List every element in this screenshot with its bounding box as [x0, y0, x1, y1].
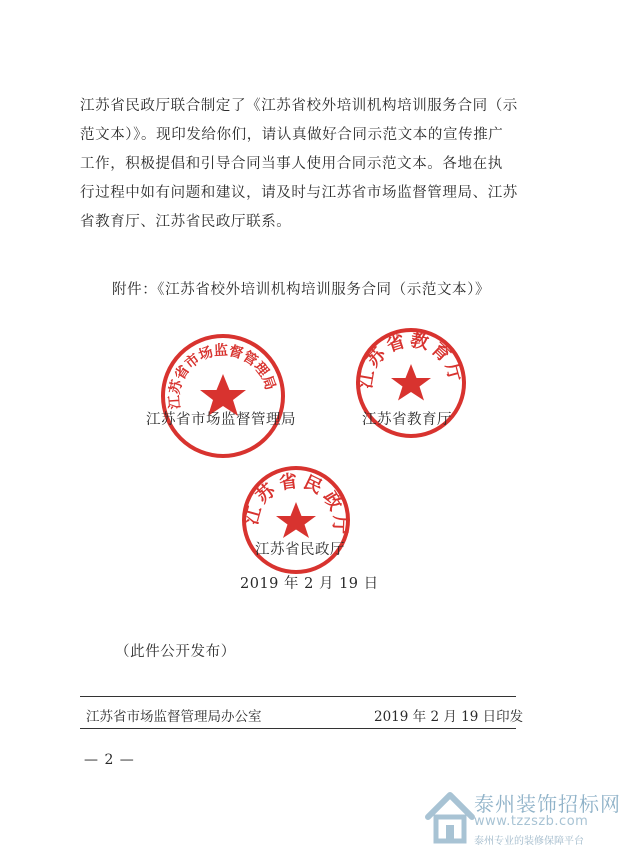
- signature-civil: 江苏省民政厅: [255, 542, 345, 558]
- civil-seal-text: 江苏省民政厅: [241, 470, 351, 539]
- watermark-url: www.tzzszb.com: [474, 814, 589, 829]
- education-seal-text: 江苏省教育厅: [355, 329, 467, 391]
- body-line: 江苏省民政厅联合制定了《江苏省校外培训机构培训服务合同（示: [80, 98, 518, 114]
- body-line: 行过程中如有问题和建议，请及时与江苏省市场监督管理局、江苏: [80, 185, 518, 201]
- signature-market: 江苏省市场监督管理局: [146, 412, 296, 428]
- body-line: 工作，积极提倡和引导合同当事人使用合同示范文本。各地在执: [80, 156, 503, 172]
- watermark-title: 泰州装饰招标网: [474, 792, 621, 816]
- watermark-slogan: 泰州专业的装修保障平台: [474, 836, 584, 847]
- house-logo-icon: [420, 783, 480, 849]
- attachment-line: 附件：《江苏省校外培训机构培训服务合同（示范文本）》: [112, 282, 491, 298]
- body-paragraph: [80, 92, 530, 237]
- footer-bottom-rule: [80, 728, 516, 729]
- footer-issue-date: 2019 年 2 月 19 日印发: [374, 709, 524, 725]
- publication-note: （此件公开发布）: [115, 644, 236, 660]
- signing-date: 2019 年 2 月 19 日: [240, 576, 379, 592]
- market-seal-stamp: [157, 330, 289, 462]
- civil-seal-stamp: [238, 462, 354, 578]
- footer-top-rule: [80, 696, 516, 697]
- signature-education: 江苏省教育厅: [362, 412, 452, 428]
- body-line: 范文本）》。现印发给你们，请认真做好合同示范文本的宣传推广: [80, 127, 504, 143]
- market-seal-text: 江苏省市场监督管理局: [166, 342, 279, 410]
- body-line: 省教育厅、江苏省民政厅联系。: [80, 214, 292, 230]
- footer-issuer: 江苏省市场监督管理局办公室: [86, 709, 262, 725]
- page-number: — 2 —: [84, 752, 135, 768]
